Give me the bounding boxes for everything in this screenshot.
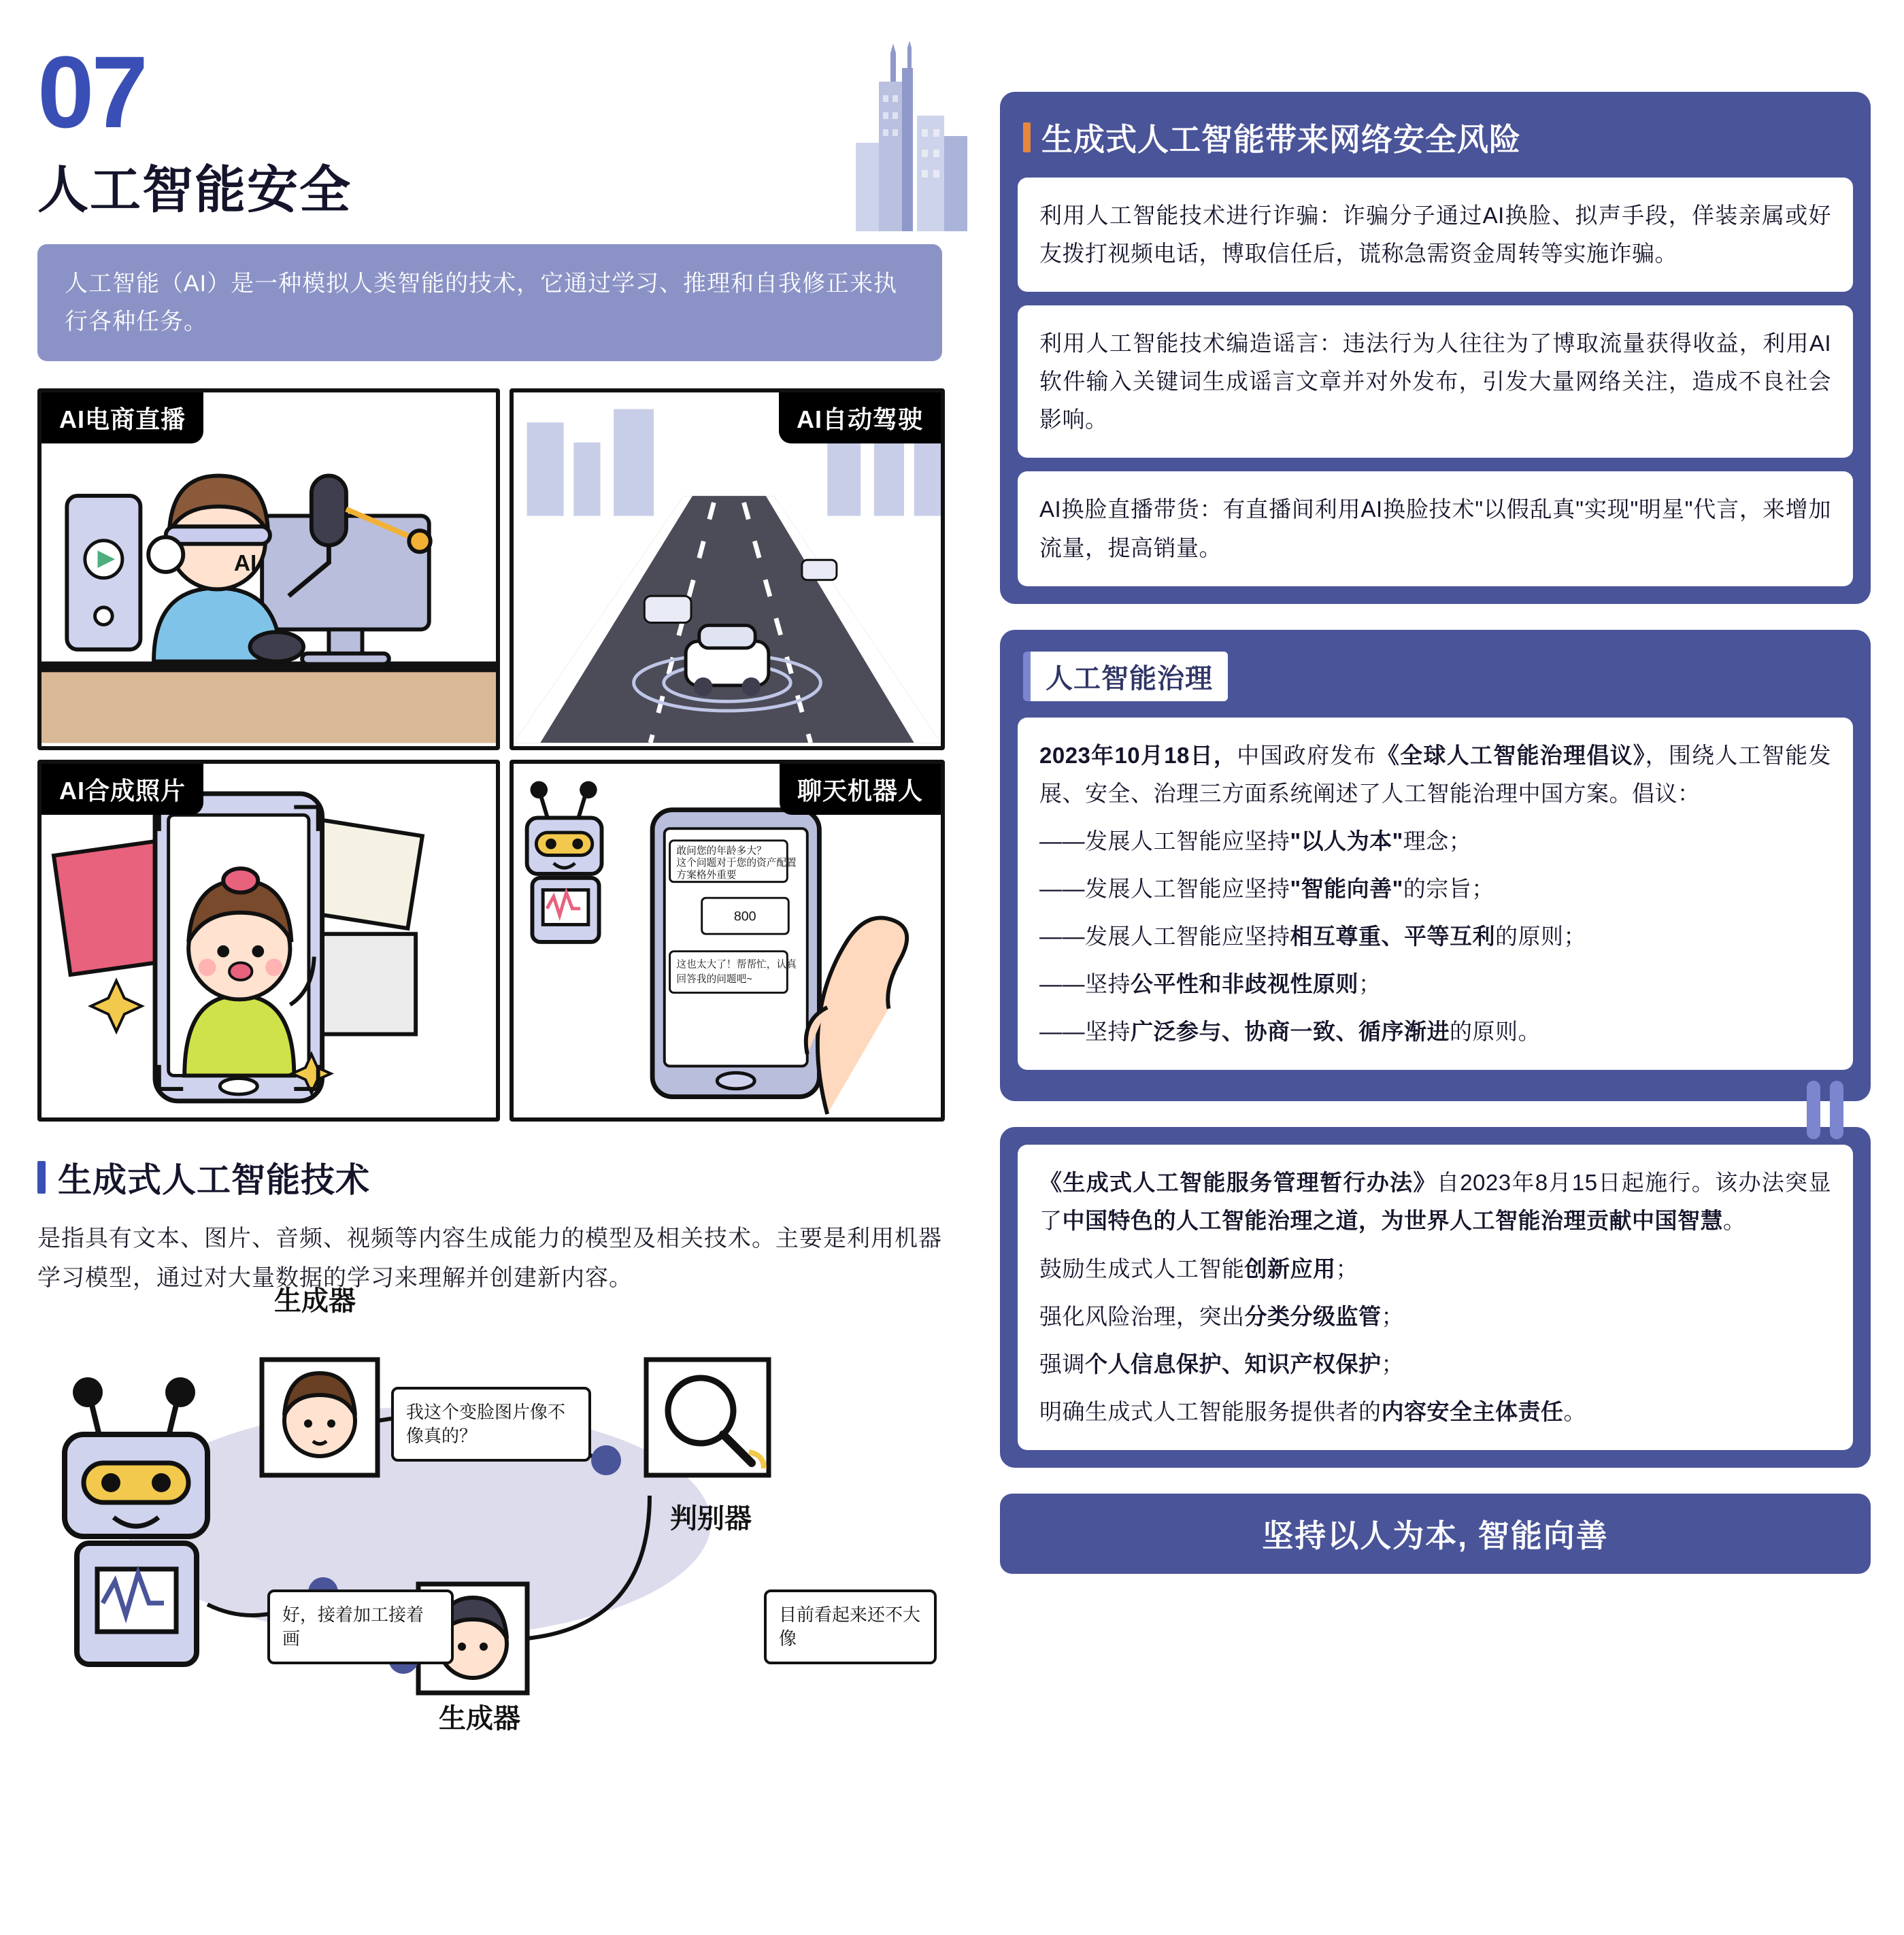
governance-lead-tail: ，围绕人工智能发展、安全、治理三方面系统阐述了人工智能治理中国方案。倡议： (1039, 742, 1832, 806)
bullet-bold: 公平性和非歧视性原则 (1131, 971, 1358, 997)
card2-chip: 人工智能治理 (1023, 652, 1228, 701)
bullet-bold: "智能向善" (1290, 875, 1403, 901)
section-number (37, 35, 980, 149)
photo-illustration (41, 764, 496, 1117)
panel-ai-livestream (37, 388, 500, 750)
left-column (37, 35, 980, 1740)
bullet-suffix: 理念； (1403, 828, 1472, 854)
line-suffix: ； (1335, 1256, 1358, 1281)
measures-lead-bold2: 中国特色的人工智能治理之道，为世界人工智能治理贡献中国智慧 (1062, 1208, 1723, 1234)
card-interim-measures (1000, 1127, 1871, 1468)
svg-text:这也太大了！帮帮忙，认真: 这也太大了！帮帮忙，认真 (676, 959, 797, 971)
svg-text:回答我的问题吧~: 回答我的问题吧~ (676, 974, 752, 986)
governance-date: 2023年10月18日， (1039, 742, 1237, 768)
measures-body (1018, 1145, 1853, 1450)
bullet-bold: 相互尊重、平等互利 (1290, 924, 1495, 949)
panel-label-photo: AI合成照片 (41, 764, 203, 815)
measures-line (1039, 1250, 1831, 1288)
intro-box: 人工智能（AI）是一种模拟人类智能的技术，它通过学习、推理和自我修正来执行各种任务。 (37, 244, 942, 361)
line-prefix: 强化风险治理，突出 (1039, 1303, 1245, 1329)
bullet-suffix: 的原则； (1495, 924, 1586, 949)
panel-label-driving: AI自动驾驶 (779, 392, 941, 443)
gan-diagram (37, 1285, 942, 1740)
measures-lead (1039, 1164, 1831, 1240)
driving-illustration (514, 392, 941, 746)
line-suffix: ； (1381, 1303, 1404, 1329)
bullet-prefix: ——发展人工智能应坚持 (1039, 828, 1290, 854)
bullet-bold: "以人为本" (1290, 828, 1403, 854)
measures-line (1039, 1345, 1831, 1383)
measures-lead-tail: 。 (1723, 1208, 1746, 1234)
line-bold: 个人信息保护、知识产权保护 (1085, 1351, 1382, 1377)
bullet-prefix: ——坚持 (1039, 1019, 1131, 1045)
line-prefix: 鼓励生成式人工智能 (1039, 1256, 1245, 1281)
bubble-generated-question: 我这个变脸图片像不像真的？ (391, 1387, 591, 1462)
label-generator-top: 生成器 (274, 1285, 356, 1316)
svg-text:800: 800 (733, 909, 756, 924)
svg-text:方案格外重要: 方案格外重要 (676, 869, 737, 881)
panel-chatbot (510, 760, 945, 1122)
line-bold: 内容安全主体责任 (1381, 1398, 1564, 1424)
risk-item-fraud: 利用人工智能技术进行诈骗：诈骗分子通过AI换脸、拟声手段，佯装亲属或好友拨打视频电话，博取信任后，谎称急需资金周转等实施诈骗。 (1018, 178, 1853, 292)
line-suffix: ； (1381, 1351, 1404, 1377)
pause-decoration (1807, 1081, 1843, 1139)
governance-bullet (1039, 918, 1831, 956)
bubble-keep-drawing: 好，接着加工接着画 (267, 1589, 454, 1664)
chatbot-illustration (514, 764, 941, 1117)
section-number-text: 07 (37, 35, 146, 149)
right-column (1000, 92, 1871, 1574)
bullet-suffix: 的宗旨； (1403, 875, 1494, 901)
risk-item-rumor: 利用人工智能技术编造谣言：违法行为人往往为了博取流量获得收益，利用AI软件输入关键词生成谣言文章并对外发布，引发大量网络关注，造成不良社会影响。 (1018, 305, 1853, 458)
gan-illustration (37, 1319, 942, 1740)
section-paragraph: 是指具有文本、图片、音频、视频等内容生成能力的模型及相关技术。主要是利用机器学习模型，通过对大量数据的学习来理解并创建新内容。 (37, 1226, 942, 1291)
line-prefix: 明确生成式人工智能服务提供者的 (1039, 1398, 1382, 1424)
governance-bullet (1039, 870, 1831, 908)
governance-bullet (1039, 965, 1831, 1003)
measures-lead-rest: 自2023年8月15日起施行。该办法突显了 (1039, 1170, 1831, 1234)
bullet-prefix: ——坚持 (1039, 971, 1131, 997)
comic-grid (37, 388, 942, 1122)
panel-label-livestream: AI电商直播 (41, 392, 203, 443)
governance-doc-title: 《全球人工智能治理倡议》 (1376, 742, 1646, 768)
label-generator-bottom: 生成器 (439, 1703, 520, 1734)
governance-lead (1039, 737, 1831, 813)
governance-body (1018, 718, 1853, 1071)
heading-accent-bar (37, 1161, 46, 1194)
measures-doc-title: 《生成式人工智能服务管理暂行办法》 (1039, 1170, 1437, 1196)
svg-text:AI: AI (233, 551, 257, 577)
livestream-illustration (41, 392, 496, 746)
bullet-prefix: ——发展人工智能应坚持 (1039, 875, 1290, 901)
page-title: 人工智能安全 (37, 161, 352, 218)
panel-label-chatbot: 聊天机器人 (780, 764, 941, 815)
footer-slogan: 坚持以人为本, 智能向善 (1000, 1494, 1871, 1574)
line-prefix: 强调 (1039, 1351, 1085, 1377)
bullet-prefix: ——发展人工智能应坚持 (1039, 924, 1290, 949)
line-bold: 创新应用 (1244, 1256, 1336, 1281)
line-suffix: 。 (1563, 1398, 1586, 1424)
section-heading-text: 生成式人工智能技术 (58, 1161, 370, 1200)
line-bold: 分类分级监管 (1244, 1303, 1382, 1329)
bubble-not-alike: 目前看起来还不大像 (764, 1589, 937, 1664)
governance-bullet (1039, 1013, 1831, 1051)
label-discriminator: 判别器 (670, 1503, 752, 1534)
svg-text:这个问题对于您的资产配置: 这个问题对于您的资产配置 (676, 858, 797, 869)
bullet-bold: 广泛参与、协商一致、循序渐进 (1131, 1019, 1450, 1045)
accent-bar-orange (1023, 122, 1031, 152)
card1-heading-text: 生成式人工智能带来网络安全风险 (1041, 122, 1521, 157)
risk-item-deepfake-livestream: AI换脸直播带货：有直播间利用AI换脸技术"以假乱真"实现"明星"代言，来增加流量，提高销量。 (1018, 471, 1853, 586)
bullet-suffix: ； (1358, 971, 1382, 997)
card-ai-governance (1000, 630, 1871, 1102)
measures-line (1039, 1393, 1831, 1431)
card1-heading (1023, 115, 1853, 160)
bullet-suffix: 的原则。 (1450, 1019, 1541, 1045)
card-security-risks (1000, 92, 1871, 604)
governance-bullet (1039, 822, 1831, 860)
measures-line (1039, 1298, 1831, 1336)
section-heading-genai (37, 1153, 980, 1202)
panel-ai-driving (510, 388, 945, 750)
svg-text:敢问您的年龄多大？: 敢问您的年龄多大？ (676, 845, 767, 857)
governance-lead-rest: 中国政府发布 (1237, 742, 1377, 768)
panel-ai-photo (37, 760, 500, 1122)
